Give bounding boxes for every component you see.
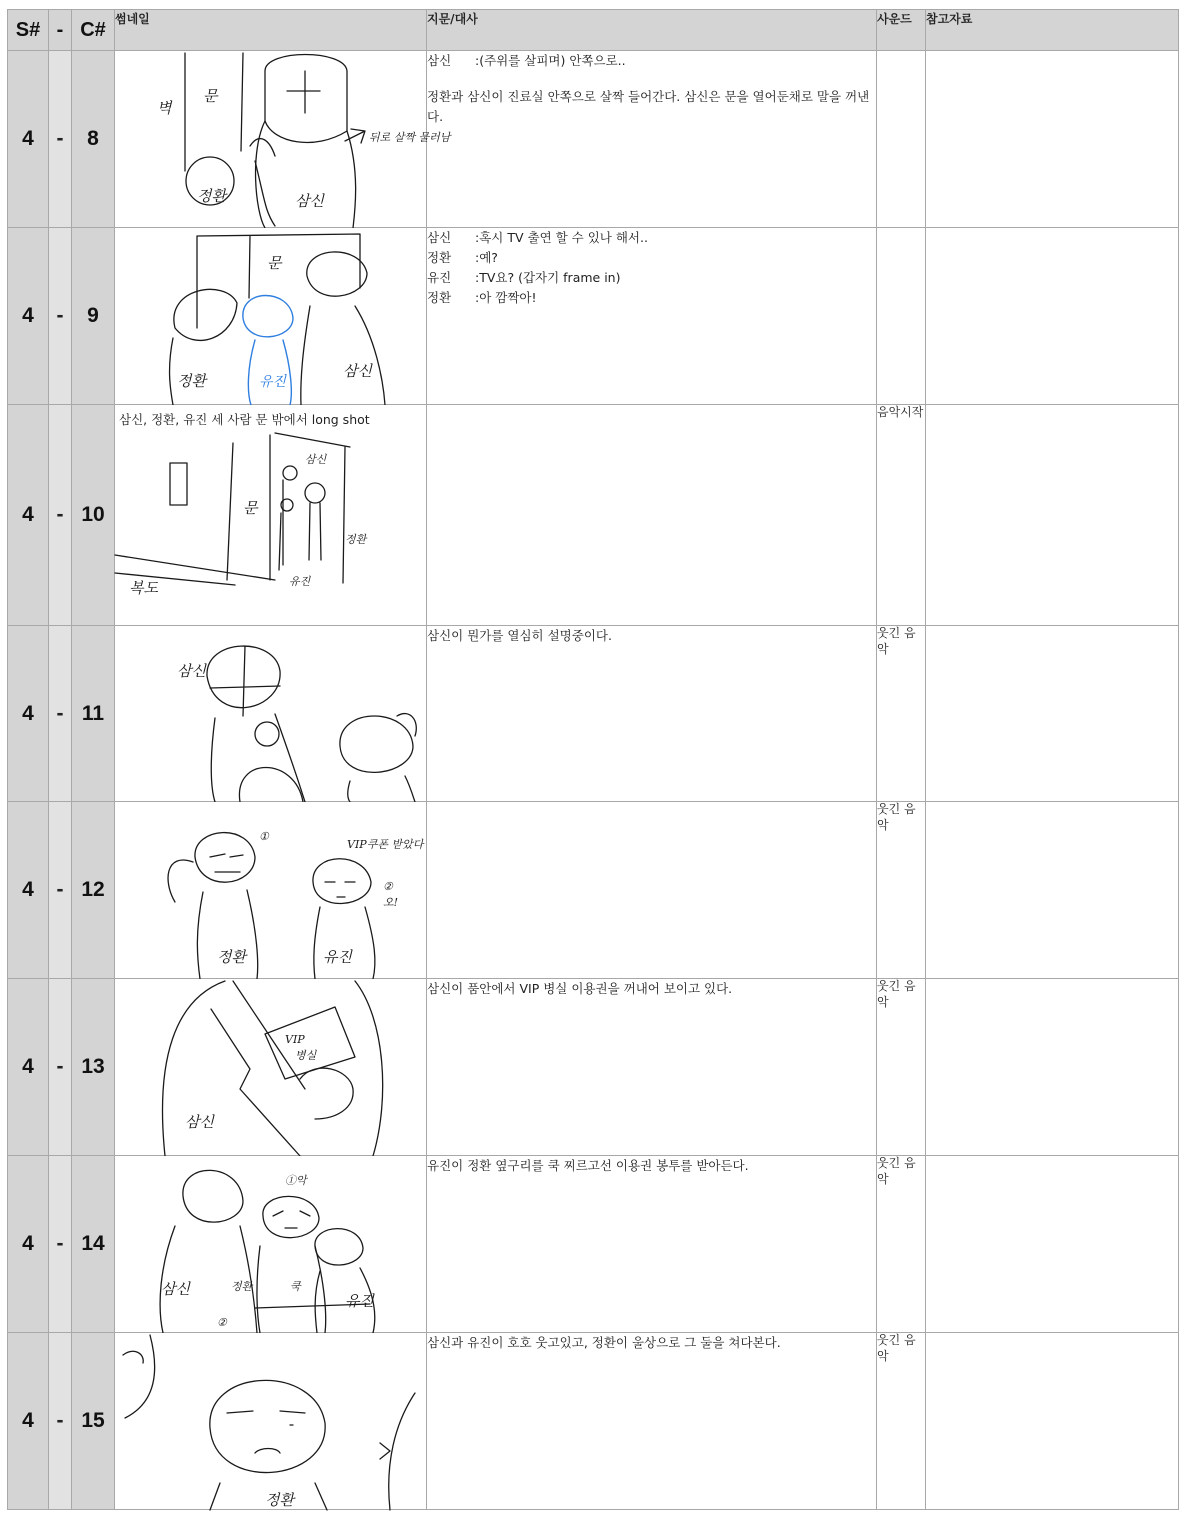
label: VIP — [285, 1033, 305, 1046]
thumbnail-sketch — [115, 626, 427, 802]
dash: - — [49, 405, 72, 626]
label: 삼신 — [185, 1113, 214, 1131]
direction-text: 삼신이 품안에서 VIP 병실 이용권을 꺼내어 보이고 있다. — [427, 981, 733, 996]
dialogue-line: 유진 :TV요? (갑자기 frame in) — [427, 270, 621, 285]
direction-text: 정환과 삼신이 진료실 안쪽으로 살짝 들어간다. 삼신은 문을 열어둔채로 말을 꺼낸다. — [427, 89, 870, 124]
dash: - — [49, 228, 72, 405]
header-thumbnail: 썸네일 — [115, 10, 427, 51]
header-sound: 사운드 — [877, 10, 926, 51]
dash: - — [49, 979, 72, 1156]
label: 문 — [243, 499, 258, 517]
cut-number: 9 — [72, 228, 115, 405]
cut-row — [8, 979, 1179, 1156]
label: ① — [259, 830, 269, 843]
sketch-drawing — [115, 405, 427, 626]
reference-cell — [926, 228, 1179, 405]
sketch-drawing — [115, 228, 427, 405]
scene-number: 4 — [8, 228, 49, 405]
thumbnail-sketch — [115, 802, 427, 979]
script-cell — [427, 1333, 877, 1510]
scene-number: 4 — [8, 51, 49, 228]
script-cell — [427, 802, 877, 979]
script-cell — [427, 979, 877, 1156]
sketch-drawing — [115, 802, 427, 979]
sound-cell: 웃긴 음악 — [877, 802, 926, 979]
header-cut: C# — [72, 10, 115, 51]
label: 문 — [267, 254, 282, 272]
cut-number: 14 — [72, 1156, 115, 1333]
label: 유진 — [259, 374, 287, 390]
label: 유진 — [345, 1292, 374, 1310]
label: 뒤로 살짝 물러남 — [369, 131, 451, 144]
cut-row — [8, 405, 1179, 626]
thumbnail-caption: 삼신, 정환, 유진 세 사람 문 밖에서 long shot — [119, 412, 370, 427]
storyboard-table — [7, 9, 1179, 1510]
label: 삼신 — [177, 662, 206, 680]
dialogue-line: 정환 :예? — [427, 250, 498, 265]
sketch-drawing — [115, 626, 427, 802]
label: 정환 — [265, 1491, 294, 1509]
dash: - — [49, 626, 72, 802]
thumbnail-sketch — [115, 228, 427, 405]
sketch-drawing — [115, 979, 427, 1156]
label: 복도 — [129, 579, 158, 597]
scene-number: 4 — [8, 979, 49, 1156]
label: ①악 — [285, 1174, 307, 1187]
scene-number: 4 — [8, 626, 49, 802]
label: 문 — [203, 87, 218, 105]
dash: - — [49, 51, 72, 228]
reference-cell — [926, 51, 1179, 228]
label: 쿡 — [290, 1280, 301, 1293]
label: 오! — [383, 896, 399, 909]
cut-number: 15 — [72, 1333, 115, 1510]
reference-cell — [926, 1156, 1179, 1333]
scene-number: 4 — [8, 405, 49, 626]
thumbnail-sketch — [115, 979, 427, 1156]
header-row — [8, 10, 1179, 51]
script-cell — [427, 228, 877, 405]
label: 정환 — [197, 187, 226, 205]
sketch-drawing — [115, 1333, 427, 1510]
direction-text: 삼신이 뭔가를 열심히 설명중이다. — [427, 628, 612, 643]
cut-row — [8, 1156, 1179, 1333]
label: 정환 — [177, 372, 206, 390]
sound-cell: 음악시작 — [877, 405, 926, 626]
sound-cell — [877, 51, 926, 228]
label: 정환 — [231, 1280, 253, 1293]
label: 정환 — [345, 533, 367, 546]
thumbnail-sketch — [115, 1156, 427, 1333]
scene-number: 4 — [8, 802, 49, 979]
label: ② — [383, 880, 393, 893]
script-cell — [427, 405, 877, 626]
dialogue-line: 삼신 :혹시 TV 출연 할 수 있나 해서.. — [427, 230, 648, 245]
label: 유진 — [323, 948, 352, 966]
direction-text: 삼신과 유진이 호호 웃고있고, 정환이 울상으로 그 둘을 쳐다본다. — [427, 1335, 781, 1350]
label: 삼신 — [343, 362, 372, 380]
sound-cell: 웃긴 음악 — [877, 626, 926, 802]
dash: - — [49, 1333, 72, 1510]
cut-number: 12 — [72, 802, 115, 979]
reference-cell — [926, 1333, 1179, 1510]
script-cell — [427, 1156, 877, 1333]
header-dash: - — [49, 10, 72, 51]
cut-row — [8, 626, 1179, 802]
dash: - — [49, 802, 72, 979]
dialogue-line: 삼신 :(주위를 살피며) 안쪽으로.. — [427, 53, 626, 68]
label: 병실 — [295, 1049, 317, 1062]
cut-number: 11 — [72, 626, 115, 802]
label: 정환 — [217, 948, 246, 966]
sketch-drawing — [115, 1156, 427, 1333]
cut-row — [8, 51, 1179, 228]
cut-number: 8 — [72, 51, 115, 228]
thumbnail-sketch — [115, 405, 427, 626]
dialogue-line: 정환 :아 깜짝아! — [427, 290, 537, 305]
header-script: 지문/대사 — [427, 10, 877, 51]
cut-number: 10 — [72, 405, 115, 626]
header-scene: S# — [8, 10, 49, 51]
thumbnail-sketch — [115, 51, 451, 228]
reference-cell — [926, 979, 1179, 1156]
label: 삼신 — [295, 192, 324, 210]
sound-cell — [877, 228, 926, 405]
sound-cell: 웃긴 음악 — [877, 1333, 926, 1510]
scene-number: 4 — [8, 1333, 49, 1510]
scene-number: 4 — [8, 1156, 49, 1333]
cut-number: 13 — [72, 979, 115, 1156]
dash: - — [49, 1156, 72, 1333]
sound-cell: 웃긴 음악 — [877, 979, 926, 1156]
label: 벽 — [157, 99, 172, 117]
reference-cell — [926, 405, 1179, 626]
label: 삼신 — [305, 453, 327, 466]
label: ② — [217, 1316, 227, 1329]
script-cell — [427, 626, 877, 802]
label: VIP쿠폰 받았다 — [347, 838, 424, 851]
header-reference: 참고자료 — [926, 10, 1179, 51]
sketch-drawing — [115, 51, 451, 228]
sound-cell: 웃긴 음악 — [877, 1156, 926, 1333]
script-cell — [427, 51, 877, 228]
direction-text: 유진이 정환 옆구리를 쿡 찌르고선 이용권 봉투를 받아든다. — [427, 1158, 749, 1173]
cut-row — [8, 1333, 1179, 1510]
label: 삼신 — [161, 1280, 190, 1298]
label: 유진 — [289, 575, 311, 588]
cut-row — [8, 802, 1179, 979]
cut-row — [8, 228, 1179, 405]
reference-cell — [926, 626, 1179, 802]
reference-cell — [926, 802, 1179, 979]
thumbnail-sketch — [115, 1333, 427, 1510]
